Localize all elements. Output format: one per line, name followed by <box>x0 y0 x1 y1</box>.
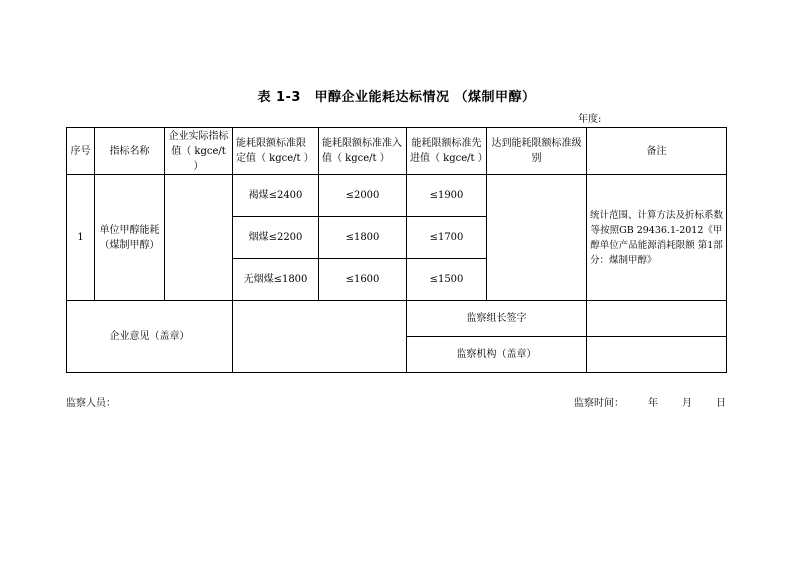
month-unit: 月 <box>682 398 692 409</box>
header-seq: 序号 <box>67 128 95 175</box>
limit-cell: 无烟煤≤1800 <box>233 259 319 301</box>
advanced-cell: ≤1900 <box>407 175 487 217</box>
year-unit: 年 <box>648 398 658 409</box>
opinion-label: 企业意见（盖章） <box>67 301 233 373</box>
table-row <box>67 175 727 217</box>
actual-value-cell[interactable] <box>165 175 233 301</box>
opinion-field[interactable] <box>233 301 407 373</box>
time-label: 监察时间： <box>574 398 624 409</box>
day-unit: 日 <box>716 398 726 409</box>
limit-cell: 烟煤≤2200 <box>233 217 319 259</box>
level-cell[interactable] <box>487 175 587 301</box>
header-advanced: 能耗限额标准先进值（ kgce/t ） <box>407 128 487 175</box>
inspection-time <box>574 394 726 409</box>
leader-label: 监察组长签字 <box>407 301 587 337</box>
entry-cell: ≤1800 <box>319 217 407 259</box>
agency-stamp-field[interactable] <box>587 337 727 373</box>
header-level: 达到能耗限额标准级别 <box>487 128 587 175</box>
inspectors-label: 监察人员： <box>66 398 116 409</box>
table-title: 表 1-3 甲醇企业能耗达标情况 （煤制甲醇） <box>257 90 536 105</box>
entry-cell: ≤2000 <box>319 175 407 217</box>
header-row <box>67 128 727 175</box>
notes-cell: 统计范围、计算方法及折标系数等按照GB 29436.1-2012《甲醇单位产品能源消耗限额 第1部分：煤制甲醇》 <box>587 175 727 301</box>
seq-cell: 1 <box>67 175 95 301</box>
advanced-cell: ≤1700 <box>407 217 487 259</box>
header-indicator: 指标名称 <box>95 128 165 175</box>
energy-consumption-table <box>66 127 727 373</box>
header-actual: 企业实际指标值（ kgce/t ） <box>165 128 233 175</box>
agency-label: 监察机构（盖章） <box>407 337 587 373</box>
limit-cell: 褐煤≤2400 <box>233 175 319 217</box>
signature-row <box>67 301 727 337</box>
leader-signature-field[interactable] <box>587 301 727 337</box>
header-entry: 能耗限额标准准入值（ kgce/t ） <box>319 128 407 175</box>
header-notes: 备注 <box>587 128 727 175</box>
indicator-cell: 单位甲醇能耗（煤制甲醇） <box>95 175 165 301</box>
header-limit: 能耗限额标准限定值（ kgce/t ） <box>233 128 319 175</box>
advanced-cell: ≤1500 <box>407 259 487 301</box>
entry-cell: ≤1600 <box>319 259 407 301</box>
year-label: 年度: <box>578 114 602 125</box>
